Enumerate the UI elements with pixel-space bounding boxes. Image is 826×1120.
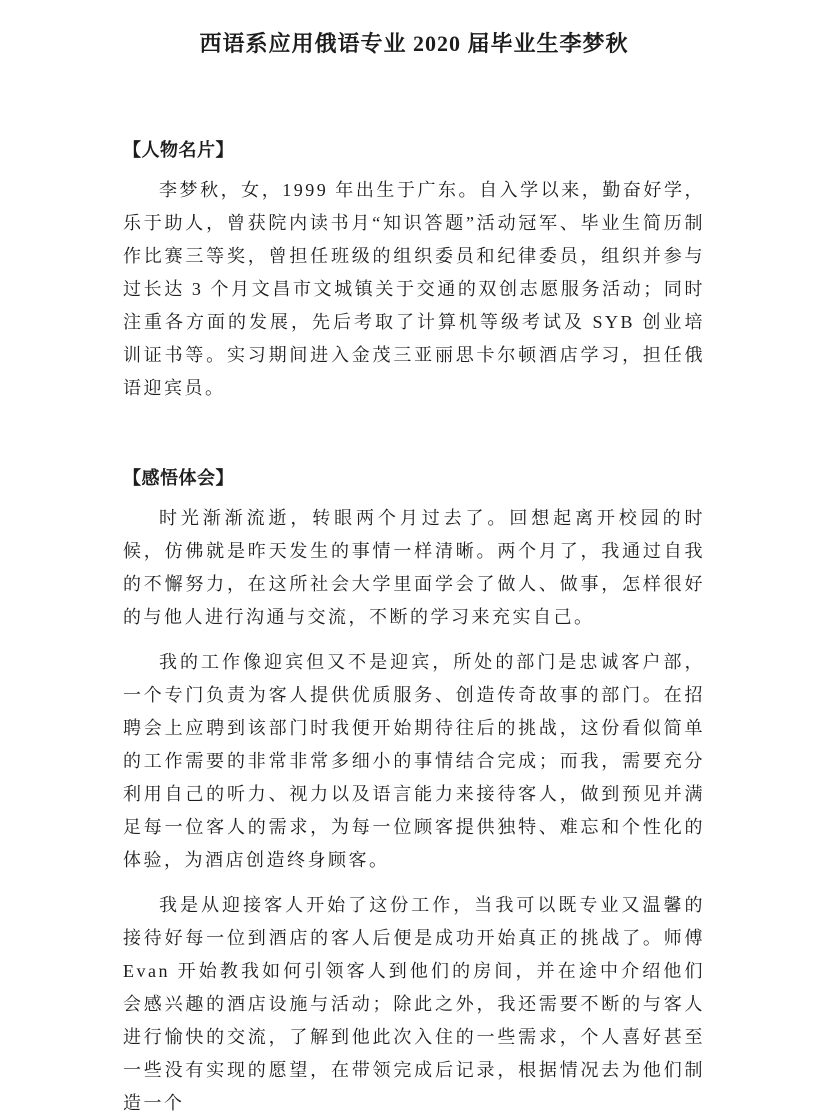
paragraph-reflection-mentor: 我是从迎接客人开始了这份工作，当我可以既专业又温馨的接待好每一位到酒店的客人后便是成功开始真正的挑战了。师傅 Evan 开始教我如何引领客人到他们的房间，并在途中介绍他们会感兴趣的酒店设施与活动；除此之外，我还需要不断的与客人进行愉快的交流，了解到他此次入住的一些需求，个人喜好甚至一些没有实现的愿望，在带领完成后记录，根据情况去为他们制造一个 [123,895,705,1113]
paragraph-reflection-time: 时光渐渐流逝，转眼两个月过去了。回想起离开校园的时候，仿佛就是昨天发生的事情一样清晰。两个月了，我通过自我的不懈努力，在这所社会大学里面学会了做人、做事，怎样很好的与他人进行沟通与交流，不断的学习来充实自己。 [123,508,705,627]
paragraph-profile-bio: 李梦秋，女，1999 年出生于广东。自入学以来，勤奋好学，乐于助人，曾获院内读书月“知识答题”活动冠军、毕业生简历制作比赛三等奖，曾担任班级的组织委员和纪律委员，组织并参与过长达 3 个月文昌市文城镇关于交通的双创志愿服务活动；同时注重各方面的发展，先后考取了计算机等级考试及 SYB 创业培训证书等。实习期间进入金茂三亚丽思卡尔顿酒店学习，担任俄语迎宾员。 [123,180,705,398]
section-heading-reflections: 【感悟体会】 [123,468,234,488]
paragraph-reflection-job: 我的工作像迎宾但又不是迎宾，所处的部门是忠诚客户部，一个专门负责为客人提供优质服务、创造传奇故事的部门。在招聘会上应聘到该部门时我便开始期待往后的挑战，这份看似简单的工作需要的非常非常多细小的事情结合完成；而我，需要充分利用自己的听力、视力以及语言能力来接待客人，做到预见并满足每一位客人的需求，为每一位顾客提供独特、难忘和个性化的体验，为酒店创造终身顾客。 [123,652,705,870]
section-reflections [123,468,705,1120]
document-page [0,28,826,1113]
document-body [123,28,705,1120]
document-title: 西语系应用俄语专业 2020 届毕业生李梦秋 [199,31,629,56]
section-profile [123,140,705,405]
section-heading-profile: 【人物名片】 [123,140,234,160]
